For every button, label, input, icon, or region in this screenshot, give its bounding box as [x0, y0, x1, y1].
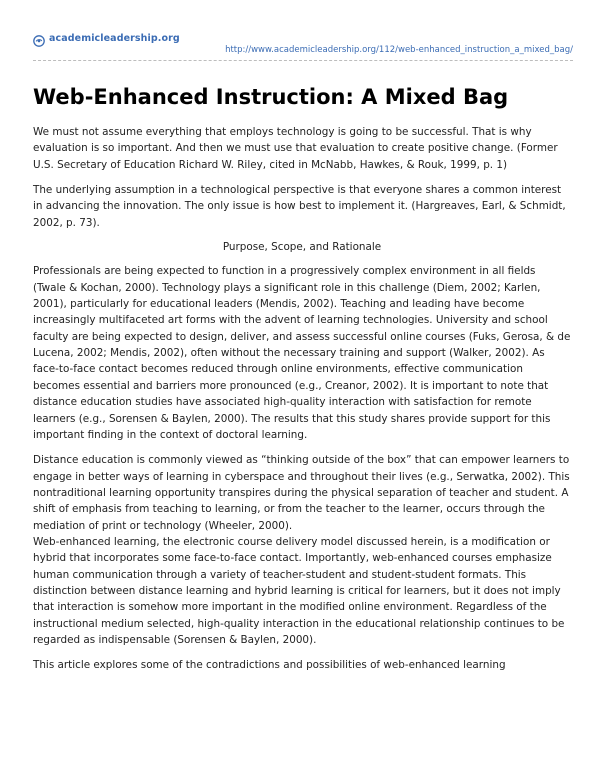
section-heading: Purpose, Scope, and Rationale	[222, 241, 382, 254]
header-divider	[33, 60, 573, 61]
page-title: Web-Enhanced Instruction: A Mixed Bag	[33, 85, 509, 109]
epigraph-quote-2: The underlying assumption in a technological perspective is that everyone shares a common interest in advancing the innovation. The only issue is how best to implement it. (Hargreaves, Earl, & Schmidt, 2002, p. 73).	[33, 184, 566, 229]
epigraph-quote-1: We must not assume everything that employs technology is going to be successful. That is why evaluation is so important. And then we must use that evaluation to create positive change. (Former U.S. Secretary of Education Richard W. Riley, cited in McNabb, Hawkes, & Rouk, 1999, p. 1)	[33, 126, 558, 171]
site-header	[33, 30, 573, 66]
body-paragraph: This article explores some of the contradictions and possibilities of web-enhanced learning	[33, 659, 506, 672]
site-name: academicleadership.org	[49, 32, 180, 44]
body-paragraph: Professionals are being expected to function in a progressively complex environment in all fields (Twale & Kochan, 2000). Technology plays a significant role in this challenge (Diem, 2002; Karlen, 2001), particularly for educational leaders (Mendis, 2002). Teaching and leading have become increasingly multifaceted art forms with the advent of learning technologies. University and school faculty are being expected to design, deliver, and assess successful online courses (Fuks, Gerosa, & de Lucena, 2002; Mendis, 2002), often without the necessary training and support (Walker, 2002). As face-to-face contact becomes reduced through online environments, effective communication becomes essential and barriers more pronounced (e.g., Creanor, 2002). It is important to note that distance education studies have associated high-quality interaction with satisfaction for remote learners (e.g., Sorensen & Baylen, 2000). The results that this study shares provide support for this important finding in the context of doctoral learning.	[33, 265, 571, 441]
globe-icon	[33, 32, 45, 44]
body-paragraph: Web-enhanced learning, the electronic course delivery model discussed herein, is a modification or hybrid that incorporates some face-to-face contact. Importantly, web-enhanced courses emphasize human communication through a variety of teacher-student and student-student formats. This distinction between distance learning and hybrid learning is critical for learners, but it does not imply that interaction is somehow more important in the modified online environment. Regardless of the instructional medium selected, high-quality interaction in the educational relationship continues to be regarded as indispensable (Sorensen & Baylen, 2000).	[33, 535, 565, 646]
body-paragraph: Distance education is commonly viewed as “thinking outside of the box” that can empower learners to engage in better ways of learning in cyberspace and throughout their lives (e.g., Serwatka, 2002). This nontraditional learning opportunity transpires during the physical separation of teacher and student. A shift of emphasis from teaching to learning, or from the teacher to the learner, occurs through the mediation of print or technology (Wheeler, 2000).	[33, 454, 570, 532]
article-url-link[interactable]: http://www.academicleadership.org/112/web-enhanced_instruction_a_mixed_bag/	[225, 45, 573, 55]
article-body	[33, 124, 571, 674]
site-brand[interactable]	[33, 30, 573, 46]
